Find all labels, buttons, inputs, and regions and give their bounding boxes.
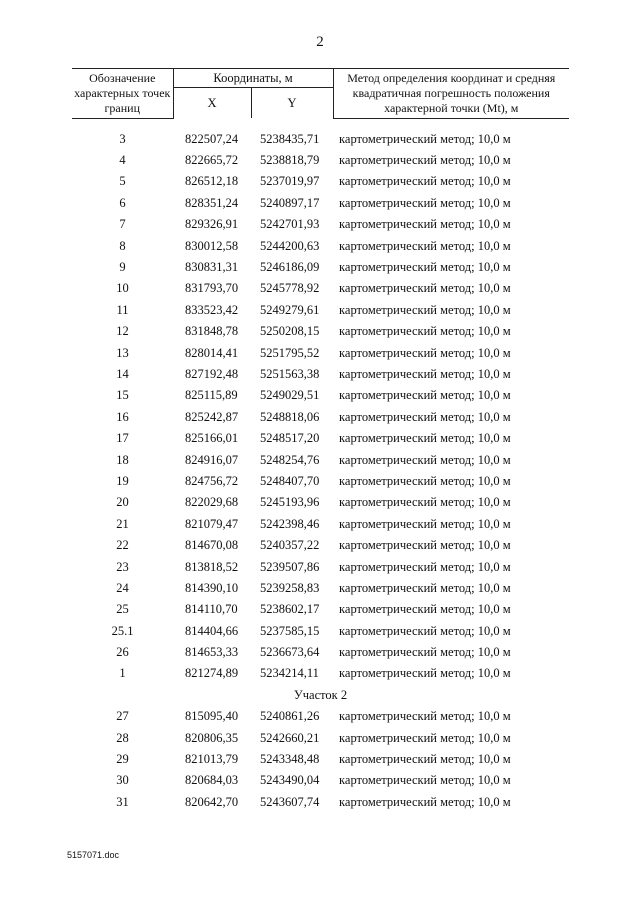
coord-y: 5248407,70 [260, 473, 320, 488]
method: картометрический метод; 10,0 м [339, 645, 511, 660]
coord-y: 5234214,11 [260, 666, 319, 681]
table-row [72, 535, 569, 556]
coord-y: 5250208,15 [260, 324, 320, 339]
method: картометрический метод; 10,0 м [339, 174, 511, 189]
method: картометрический метод; 10,0 м [339, 217, 511, 232]
coord-y: 5246186,09 [260, 260, 320, 275]
point-id: 3 [119, 131, 126, 146]
table-row [72, 342, 569, 363]
coordinates-table [72, 68, 569, 813]
method: картометрический метод; 10,0 м [339, 495, 511, 510]
coord-y: 5248818,06 [260, 409, 320, 424]
coord-y: 5236673,64 [260, 645, 320, 660]
method: картометрический метод; 10,0 м [339, 538, 511, 553]
coord-x: 813818,52 [185, 559, 239, 574]
coord-x: 825242,87 [185, 409, 239, 424]
point-id: 12 [116, 324, 129, 339]
coord-y: 5251563,38 [260, 366, 320, 381]
coord-x: 830012,58 [185, 238, 239, 253]
coord-y: 5242701,93 [260, 217, 320, 232]
point-id: 18 [116, 452, 129, 467]
header-point-label: Обозначение характерных точек границ [72, 69, 173, 119]
table-row [72, 278, 569, 299]
point-id: 13 [116, 345, 129, 360]
header-x: X [173, 88, 251, 119]
table-row [72, 428, 569, 449]
coord-x: 825115,89 [185, 388, 238, 403]
table-row [72, 171, 569, 192]
coord-y: 5240357,22 [260, 538, 320, 553]
point-id: 25 [116, 602, 129, 617]
coord-x: 826512,18 [185, 174, 239, 189]
point-id: 25.1 [111, 623, 134, 638]
coord-x: 824756,72 [185, 473, 239, 488]
method: картометрический метод; 10,0 м [339, 345, 511, 360]
method: картометрический метод; 10,0 м [339, 559, 511, 574]
table-row [72, 129, 569, 150]
coord-x: 828351,24 [185, 195, 239, 210]
point-id: 11 [116, 302, 129, 317]
coord-x: 831793,70 [185, 281, 239, 296]
coord-y: 5239507,86 [260, 559, 320, 574]
coord-x: 821079,47 [185, 516, 239, 531]
coord-x: 814110,70 [185, 602, 238, 617]
point-id: 24 [116, 580, 129, 595]
coord-y: 5238602,17 [260, 602, 320, 617]
table-row [72, 599, 569, 620]
table-row [72, 257, 569, 278]
table-row [72, 749, 569, 770]
table-row [72, 449, 569, 470]
point-id: 27 [116, 709, 129, 724]
coord-x: 820684,03 [185, 773, 239, 788]
coord-x: 814653,33 [185, 645, 239, 660]
method: картометрический метод; 10,0 м [339, 602, 511, 617]
method: картометрический метод; 10,0 м [339, 388, 511, 403]
point-id: 8 [119, 238, 126, 253]
point-id: 1 [119, 666, 126, 681]
section-heading-row [72, 685, 569, 706]
table-body [72, 118, 569, 813]
table-row [72, 407, 569, 428]
method: картометрический метод; 10,0 м [339, 794, 511, 809]
page-number: 2 [316, 34, 324, 50]
method: картометрический метод; 10,0 м [339, 709, 511, 724]
coord-x: 821274,89 [185, 666, 239, 681]
point-id: 20 [116, 495, 129, 510]
header-method: Метод определения координат и средняя квадратичная погрешность положения характерной точки (Mt), м [333, 69, 569, 119]
method: картометрический метод; 10,0 м [339, 324, 511, 339]
method: картометрический метод; 10,0 м [339, 366, 511, 381]
table-header [72, 69, 569, 119]
table-row [72, 385, 569, 406]
coord-x: 820642,70 [185, 794, 239, 809]
method: картометрический метод; 10,0 м [339, 666, 511, 681]
coord-x: 833523,42 [185, 302, 239, 317]
point-id: 28 [116, 730, 129, 745]
method: картометрический метод; 10,0 м [339, 516, 511, 531]
coord-x: 827192,48 [185, 366, 239, 381]
point-id: 23 [116, 559, 129, 574]
coord-x: 814404,66 [185, 623, 239, 638]
document-id: 5157071.doc [67, 850, 120, 860]
method: картометрический метод; 10,0 м [339, 153, 511, 168]
point-id: 31 [116, 794, 129, 809]
method: картометрический метод; 10,0 м [339, 773, 511, 788]
coord-y: 5249029,51 [260, 388, 320, 403]
table-row [72, 214, 569, 235]
coord-x: 830831,31 [185, 260, 239, 275]
coord-y: 5240897,17 [260, 195, 320, 210]
coord-y: 5244200,63 [260, 238, 320, 253]
point-id: 16 [116, 409, 129, 424]
point-id: 21 [116, 516, 129, 531]
point-id: 14 [116, 366, 129, 381]
coord-x: 825166,01 [185, 431, 239, 446]
coord-y: 5245778,92 [260, 281, 320, 296]
coord-x: 831848,78 [185, 324, 239, 339]
table-row [72, 663, 569, 684]
point-id: 19 [116, 473, 129, 488]
method: картометрический метод; 10,0 м [339, 238, 511, 253]
header-y: Y [251, 88, 333, 119]
method: картометрический метод; 10,0 м [339, 452, 511, 467]
table-row [72, 727, 569, 748]
method: картометрический метод; 10,0 м [339, 131, 511, 146]
point-id: 15 [116, 388, 129, 403]
method: картометрический метод; 10,0 м [339, 409, 511, 424]
coord-x: 828014,41 [185, 345, 239, 360]
table-row [72, 150, 569, 171]
coord-y: 5249279,61 [260, 302, 320, 317]
point-id: 10 [116, 281, 129, 296]
method: картометрический метод; 10,0 м [339, 473, 511, 488]
table-row [72, 556, 569, 577]
table-row [72, 471, 569, 492]
table-row [72, 321, 569, 342]
table-row [72, 706, 569, 727]
method: картометрический метод; 10,0 м [339, 281, 511, 296]
coord-y: 5243348,48 [260, 752, 320, 767]
point-id: 9 [119, 260, 126, 275]
method: картометрический метод; 10,0 м [339, 195, 511, 210]
coord-x: 821013,79 [185, 752, 239, 767]
coord-y: 5240861,26 [260, 709, 320, 724]
coord-x: 820806,35 [185, 730, 239, 745]
coord-x: 814390,10 [185, 580, 239, 595]
method: картометрический метод; 10,0 м [339, 623, 511, 638]
coord-y: 5237019,97 [260, 174, 320, 189]
method: картометрический метод; 10,0 м [339, 302, 511, 317]
point-id: 7 [119, 217, 126, 232]
point-id: 4 [119, 153, 126, 168]
coord-y: 5239258,83 [260, 580, 320, 595]
point-id: 22 [116, 538, 129, 553]
coord-y: 5242660,21 [260, 730, 320, 745]
table-row [72, 770, 569, 791]
coord-y: 5251795,52 [260, 345, 320, 360]
coord-y: 5245193,96 [260, 495, 320, 510]
coord-y: 5238435,71 [260, 131, 320, 146]
coord-x: 829326,91 [185, 217, 239, 232]
coord-x: 824916,07 [185, 452, 239, 467]
point-id: 29 [116, 752, 129, 767]
coord-y: 5237585,15 [260, 623, 320, 638]
coord-x: 822507,24 [185, 131, 239, 146]
header-coordinates: Координаты, м [173, 69, 333, 88]
method: картометрический метод; 10,0 м [339, 730, 511, 745]
section-title: Участок 2 [293, 687, 348, 702]
coord-x: 822029,68 [185, 495, 239, 510]
coord-x: 815095,40 [185, 709, 239, 724]
coord-y: 5243490,04 [260, 773, 320, 788]
table-row [72, 792, 569, 813]
point-id: 26 [116, 645, 129, 660]
point-id: 5 [119, 174, 126, 189]
point-id: 30 [116, 773, 129, 788]
coord-x: 814670,08 [185, 538, 239, 553]
method: картометрический метод; 10,0 м [339, 580, 511, 595]
table-row [72, 235, 569, 256]
table-row [72, 193, 569, 214]
point-id: 6 [119, 195, 126, 210]
coord-y: 5238818,79 [260, 153, 320, 168]
coord-x: 822665,72 [185, 153, 239, 168]
table-row [72, 578, 569, 599]
coord-y: 5248517,20 [260, 431, 320, 446]
table-row [72, 514, 569, 535]
coord-y: 5248254,76 [260, 452, 320, 467]
table-row [72, 620, 569, 641]
method: картометрический метод; 10,0 м [339, 752, 511, 767]
table-row [72, 364, 569, 385]
point-id: 17 [116, 431, 129, 446]
coord-y: 5242398,46 [260, 516, 320, 531]
table-row [72, 300, 569, 321]
method: картометрический метод; 10,0 м [339, 260, 511, 275]
table-row [72, 642, 569, 663]
table-row [72, 492, 569, 513]
method: картометрический метод; 10,0 м [339, 431, 511, 446]
coord-y: 5243607,74 [260, 794, 320, 809]
